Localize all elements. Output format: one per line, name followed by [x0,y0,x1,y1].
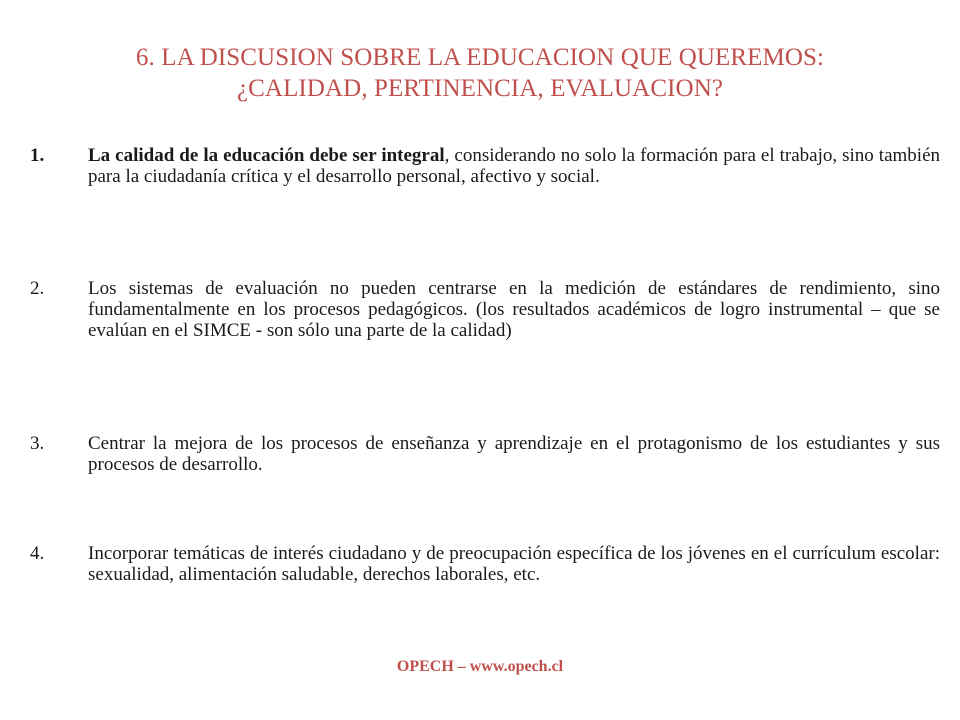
list-item-text [88,278,940,341]
footer-source: OPECH – www.opech.cl [396,658,564,675]
page-title [60,42,900,104]
list-item-body: Incorporar temáticas de interés ciudadano y de preocupación específica de los jóvenes en el currículum escolar: sexualidad, alimentación saludable, derechos laborales, etc. [88,543,940,585]
page-title-line-1: 6. LA DISCUSION SOBRE LA EDUCACION QUE QUEREMOS: [135,44,825,71]
list-item-text [88,433,940,475]
list-item-number: 4. [30,543,45,564]
list-item-body: , considerando no solo la formación para el trabajo, sino también para la ciudadanía crítica y el desarrollo personal, afectivo y social. [88,145,940,187]
list-item-lead: La calidad de la educación debe ser integral [88,145,445,166]
list-item-text [88,543,940,585]
list-item-number: 2. [30,278,45,299]
list-item-number: 3. [30,433,45,454]
page-title-line-2: ¿CALIDAD, PERTINENCIA, EVALUACION? [236,75,724,102]
list-item-text [88,145,940,187]
list-item-body: Los sistemas de evaluación no pueden centrarse en la medición de estándares de rendimiento, sino fundamentalmente en los procesos pedagógicos. (los resultados académicos de logro instrumental – que se evalúan en el SIMCE - son sólo una parte de la calidad) [88,278,940,341]
list-item-body: Centrar la mejora de los procesos de enseñanza y aprendizaje en el protagonismo de los estudiantes y sus procesos de desarrollo. [88,433,940,475]
list-item-number: 1. [30,145,45,166]
